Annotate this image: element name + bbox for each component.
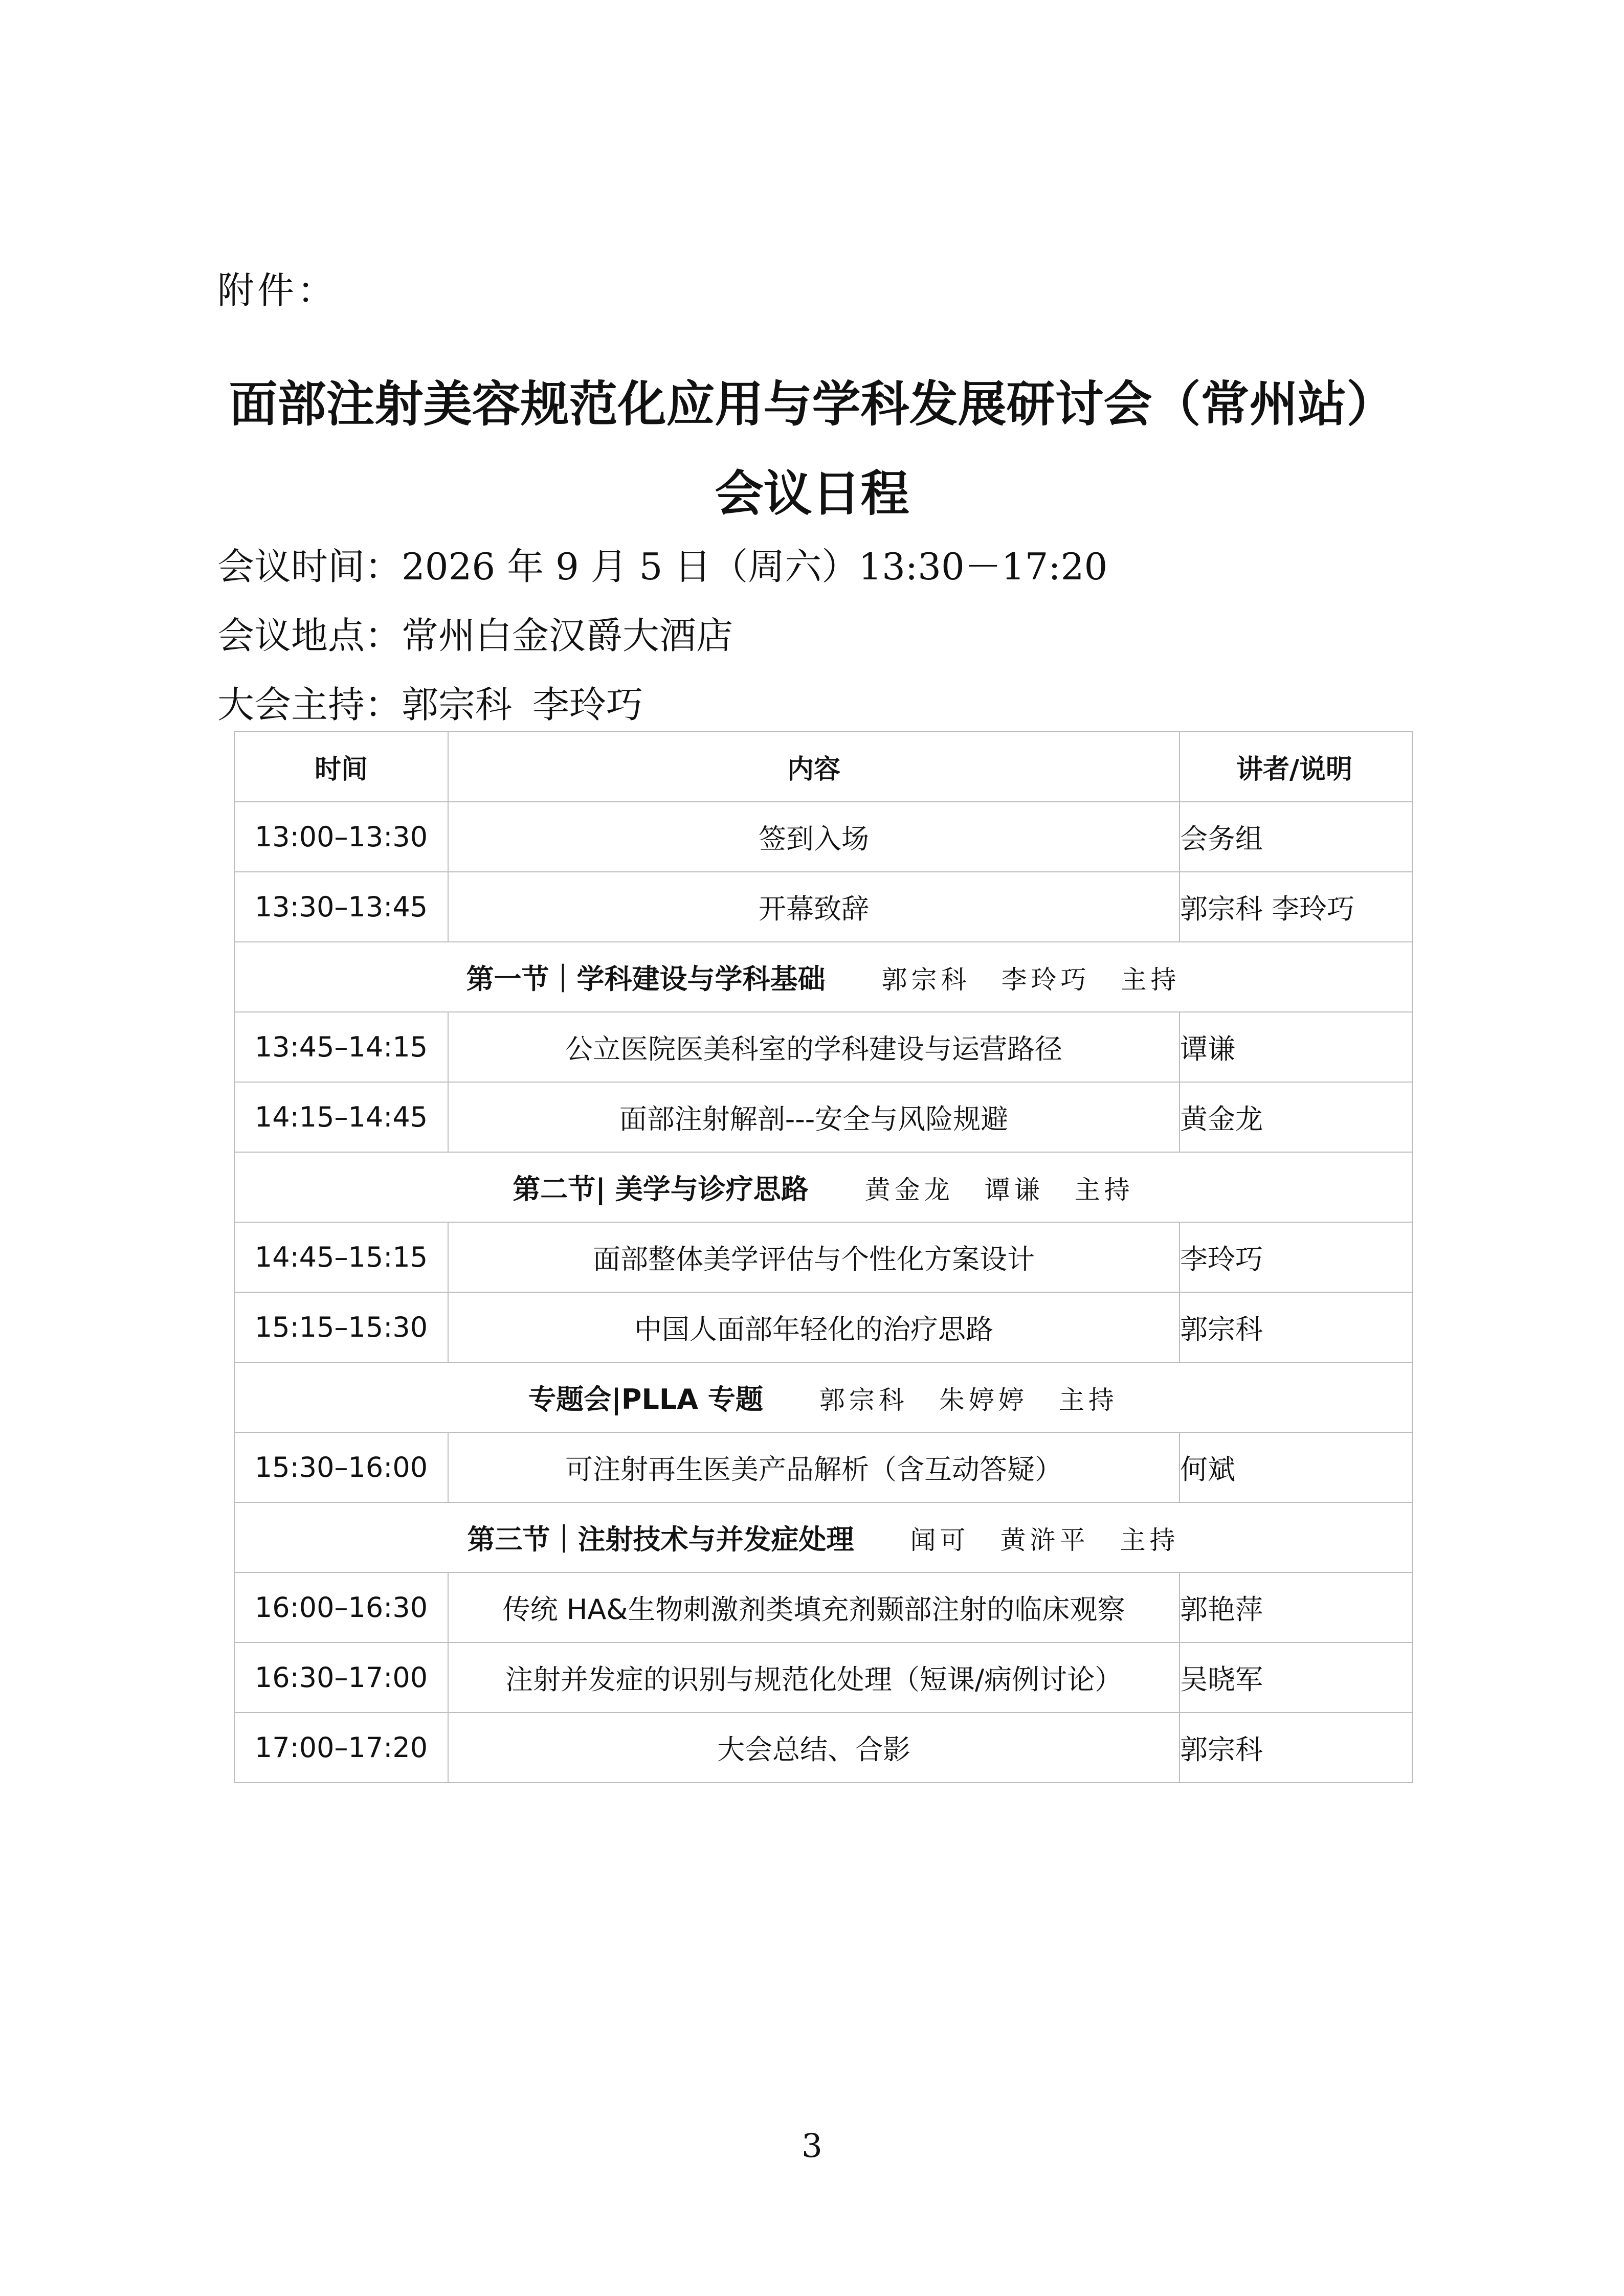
section-row bbox=[234, 942, 1412, 1012]
host-label: 大会主持： bbox=[217, 683, 402, 726]
section-hosts bbox=[910, 1525, 1180, 1555]
section-hosts bbox=[882, 965, 1181, 995]
section-title: 第一节｜学科建设与学科基础 bbox=[466, 963, 826, 995]
content-cell: 传统 HA&生物刺激剂类填充剂颞部注射的临床观察 bbox=[448, 1572, 1180, 1642]
speaker-cell: 李玲巧 bbox=[1180, 1222, 1412, 1292]
section-title: 第三节｜注射技术与并发症处理 bbox=[467, 1523, 854, 1556]
time-cell: 15:30–16:00 bbox=[234, 1432, 448, 1502]
time-cell: 16:30–17:00 bbox=[234, 1642, 448, 1713]
section-row bbox=[234, 1362, 1412, 1432]
section-host: 郭宗科 bbox=[819, 1385, 908, 1415]
section-title: 第二节| 美学与诊疗思路 bbox=[513, 1173, 809, 1205]
header-content: 内容 bbox=[448, 732, 1180, 802]
content-cell: 签到入场 bbox=[448, 802, 1180, 872]
section-header bbox=[234, 1362, 1412, 1432]
section-hosts bbox=[865, 1175, 1134, 1205]
table-row bbox=[234, 1292, 1412, 1362]
table-row bbox=[234, 1713, 1412, 1783]
speaker-cell: 郭宗科 李玲巧 bbox=[1180, 872, 1412, 942]
time-cell: 13:00–13:30 bbox=[234, 802, 448, 872]
header-speaker: 讲者/说明 bbox=[1180, 732, 1412, 802]
section-host: 谭谦 bbox=[984, 1175, 1044, 1205]
content-cell: 开幕致辞 bbox=[448, 872, 1180, 942]
attachment-label: 附件： bbox=[217, 269, 338, 312]
time-cell: 15:15–15:30 bbox=[234, 1292, 448, 1362]
table-row bbox=[234, 1082, 1412, 1152]
section-host: 李玲巧 bbox=[1001, 965, 1091, 995]
section-header bbox=[234, 942, 1412, 1012]
table-row bbox=[234, 1012, 1412, 1082]
content-cell: 面部整体美学评估与个性化方案设计 bbox=[448, 1222, 1180, 1292]
section-title: 专题会|PLLA 专题 bbox=[528, 1383, 763, 1415]
table-row bbox=[234, 1222, 1412, 1292]
time-cell: 14:15–14:45 bbox=[234, 1082, 448, 1152]
table-row bbox=[234, 802, 1412, 872]
time-cell: 17:00–17:20 bbox=[234, 1713, 448, 1783]
speaker-cell: 黄金龙 bbox=[1180, 1082, 1412, 1152]
section-host-role: 主持 bbox=[1058, 1385, 1118, 1415]
table-header-row bbox=[234, 732, 1412, 802]
table-row bbox=[234, 1572, 1412, 1642]
content-cell: 中国人面部年轻化的治疗思路 bbox=[448, 1292, 1180, 1362]
speaker-cell: 何斌 bbox=[1180, 1432, 1412, 1502]
section-hosts bbox=[819, 1385, 1118, 1415]
document-title: 面部注射美容规范化应用与学科发展研讨会（常州站） bbox=[229, 376, 1395, 433]
section-host: 朱婷婷 bbox=[939, 1385, 1028, 1415]
time-cell: 16:00–16:30 bbox=[234, 1572, 448, 1642]
document-subtitle: 会议日程 bbox=[715, 466, 909, 522]
section-row bbox=[234, 1152, 1412, 1222]
section-host-role: 主持 bbox=[1121, 965, 1181, 995]
table-row bbox=[234, 1432, 1412, 1502]
meeting-hosts bbox=[217, 675, 643, 728]
speaker-cell: 吴晓军 bbox=[1180, 1642, 1412, 1713]
content-cell: 注射并发症的识别与规范化处理（短课/病例讨论） bbox=[448, 1642, 1180, 1713]
header-time: 时间 bbox=[234, 732, 448, 802]
section-host: 郭宗科 bbox=[881, 965, 971, 995]
section-host: 黄浒平 bbox=[1000, 1525, 1089, 1555]
speaker-cell: 郭宗科 bbox=[1180, 1292, 1412, 1362]
section-host-role: 主持 bbox=[1074, 1175, 1134, 1205]
schedule-table bbox=[234, 731, 1413, 1783]
section-row bbox=[234, 1502, 1412, 1572]
section-header bbox=[234, 1152, 1412, 1222]
table-row bbox=[234, 872, 1412, 942]
meeting-place: 会议地点：常州白金汉爵大酒店 bbox=[217, 614, 733, 657]
content-cell: 大会总结、合影 bbox=[448, 1713, 1180, 1783]
speaker-cell: 会务组 bbox=[1180, 802, 1412, 872]
speaker-cell: 郭艳萍 bbox=[1180, 1572, 1412, 1642]
speaker-cell: 谭谦 bbox=[1180, 1012, 1412, 1082]
time-cell: 13:45–14:15 bbox=[234, 1012, 448, 1082]
section-host-role: 主持 bbox=[1120, 1525, 1180, 1555]
host-name: 李玲巧 bbox=[532, 683, 643, 726]
content-cell: 可注射再生医美产品解析（含互动答疑） bbox=[448, 1432, 1180, 1502]
page-number: 3 bbox=[802, 2127, 822, 2165]
content-cell: 公立医院医美科室的学科建设与运营路径 bbox=[448, 1012, 1180, 1082]
time-cell: 13:30–13:45 bbox=[234, 872, 448, 942]
speaker-cell: 郭宗科 bbox=[1180, 1713, 1412, 1783]
host-name: 郭宗科 bbox=[402, 683, 513, 726]
section-host: 闻可 bbox=[910, 1525, 970, 1555]
meeting-time: 会议时间：2026 年 9 月 5 日（周六）13:30－17:20 bbox=[217, 545, 1108, 588]
content-cell: 面部注射解剖---安全与风险规避 bbox=[448, 1082, 1180, 1152]
table-row bbox=[234, 1642, 1412, 1713]
section-header bbox=[234, 1502, 1412, 1572]
time-cell: 14:45–15:15 bbox=[234, 1222, 448, 1292]
section-host: 黄金龙 bbox=[864, 1175, 954, 1205]
